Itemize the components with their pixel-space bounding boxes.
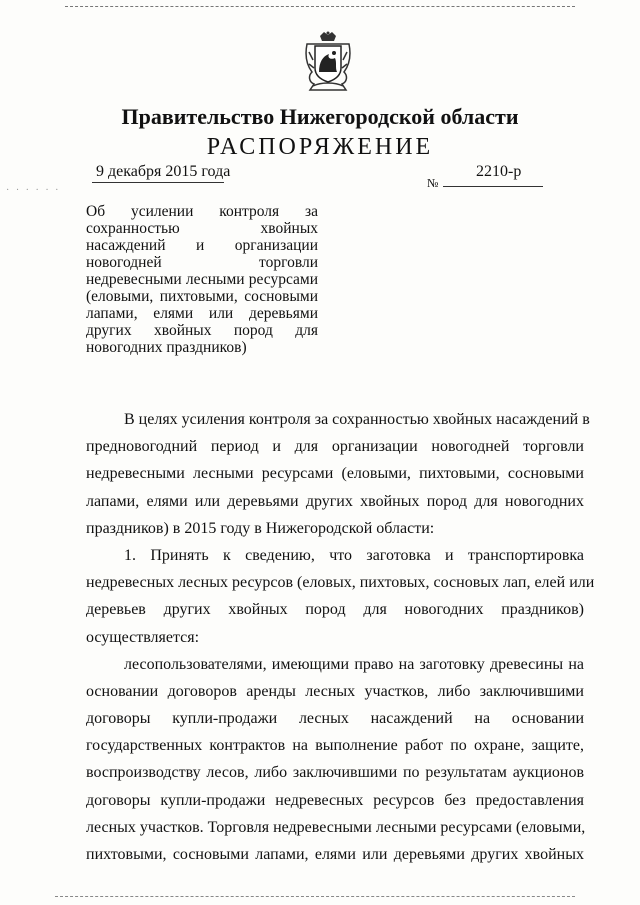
document-date: 9 декабря 2015 года [96, 163, 231, 180]
coat-of-arms-icon [303, 30, 353, 92]
body-line: лапами, елями или деревьями других хвойных пород для новогодних [86, 492, 584, 510]
body-line: договоры купли-продажи лесных насаждений на основании [86, 710, 584, 728]
body-line: лесных участков. Торговля недревесными лесными ресурсами (еловыми, [86, 818, 586, 836]
subject-line: сохранностью хвойных [86, 220, 318, 237]
body-line: 1. Принять к сведению, что заготовка и транспортировка [124, 546, 584, 564]
body-line: деревьев других хвойных пород для новогодних праздников) [86, 601, 584, 619]
date-underline [92, 182, 224, 183]
subject-line: Об усилении контроля за [86, 203, 318, 220]
subject-line: лапами, елями или деревьями [86, 305, 318, 322]
body-line: лесопользователями, имеющими право на заготовку древесины на [124, 655, 584, 673]
document-subject [86, 203, 318, 356]
scan-marks: · · · · · · [6, 185, 61, 196]
body-line: праздников) в 2015 году в Нижегородской области: [86, 519, 435, 537]
body-line: государственных контрактов на выполнение работ по охране, защите, [86, 737, 584, 755]
body-line: пихтовыми, сосновыми лапами, елями или деревьями других хвойных [86, 846, 584, 863]
subject-line: новогодней торговли [86, 254, 318, 271]
scan-edge-top [65, 6, 575, 7]
document-number: 2210-р [476, 163, 522, 180]
government-title: Правительство Нижегородской области [121, 104, 519, 129]
subject-line: (еловыми, пихтовыми, сосновыми [86, 288, 318, 305]
number-underline [443, 186, 543, 187]
document-type: РАСПОРЯЖЕНИЕ [206, 134, 434, 160]
body-line: договоры купли-продажи недревесных ресурсов без предоставления [86, 791, 584, 809]
number-sign: № [427, 176, 439, 190]
subject-line: недревесными лесными ресурсами [86, 271, 318, 288]
body-line: предновогодний период и для организации новогодней торговли [86, 438, 584, 456]
document-body [86, 406, 595, 868]
body-line: недревесных лесных ресурсов (еловых, пихтовых, сосновых лап, елей или [86, 574, 595, 592]
body-line: недревесными лесными ресурсами (еловыми, пихтовыми, сосновыми [86, 465, 584, 483]
subject-line: новогодних праздников) [86, 339, 247, 356]
subject-line: насаждений и организации [86, 237, 318, 254]
scan-edge-bottom [55, 896, 575, 897]
body-line: основании договоров аренды лесных участков, либо заключившими [86, 682, 584, 700]
body-line: воспроизводству лесов, либо заключившими по результатам аукционов [86, 764, 584, 782]
body-line: В целях усиления контроля за сохранностью хвойных насаждений в [124, 411, 590, 428]
subject-line: других хвойных пород для [86, 322, 318, 339]
body-line: осуществляется: [86, 628, 200, 646]
